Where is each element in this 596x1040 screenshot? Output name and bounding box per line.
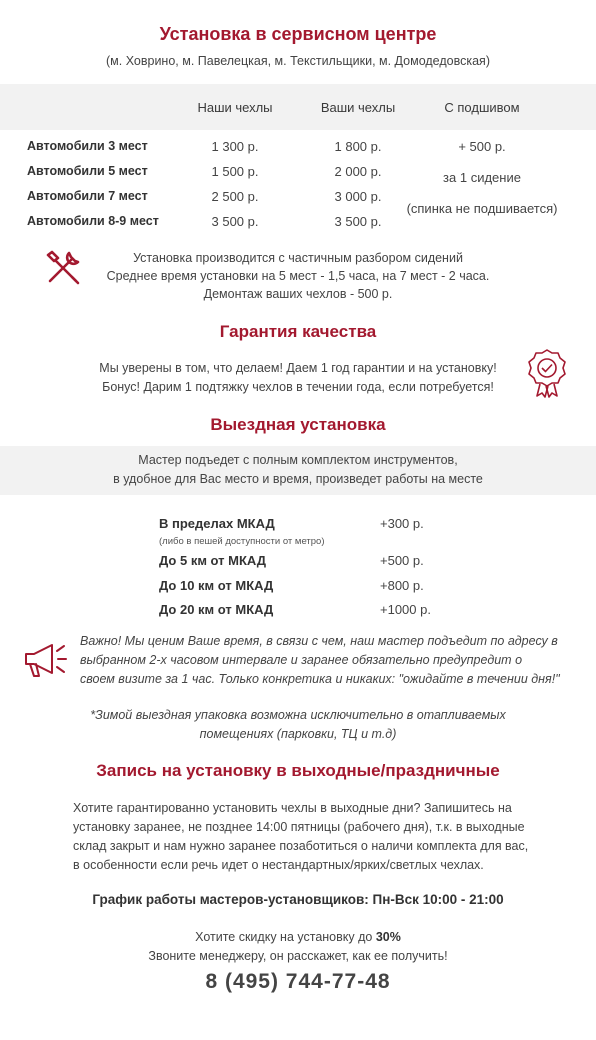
column-header-our-covers: Наши чехлы <box>197 100 273 115</box>
price-yours-8-9-seats: 3 500 р. <box>334 214 382 229</box>
zone-note-metro: (либо в пешей доступности от метро) <box>159 536 325 547</box>
section-title-weekend-booking: Запись на установку в выходные/праздничные <box>96 761 500 780</box>
price-yours-3-seats: 1 800 р. <box>334 139 382 154</box>
discount-value: 30% <box>375 930 401 944</box>
weekend-line-2: установку заранее, не позднее 14:00 пятницы (рабочего дня), т.к. в выходные <box>73 820 525 834</box>
zone-label-inside-mkad: В пределах МКАД <box>159 516 275 531</box>
section-title-service-center: Установка в сервисном центре <box>159 24 437 44</box>
metro-stations-subtitle: (м. Ховрино, м. Павелецкая, м. Текстильщики, м. Домодедовская) <box>106 54 490 68</box>
price-ours-5-seats: 1 500 р. <box>211 164 259 179</box>
onsite-band-line-2: в удобное для Вас место и время, произведет работы на месте <box>113 472 483 486</box>
discount-line-2: Звоните менеджеру, он расскажет, как ее получить! <box>148 949 448 963</box>
section-title-quality-guarantee: Гарантия качества <box>219 322 377 341</box>
important-line-2: выбранном 2-х часовом интервале и заранее обязательно предупредит о <box>80 653 523 667</box>
phone-number[interactable]: 8 (495) 744-77-48 <box>205 970 391 993</box>
winter-line-2: помещениях (парковки, ТЦ и т.д) <box>199 727 397 741</box>
zone-price-5km: +500 р. <box>380 553 424 568</box>
discount-text: Хотите скидку на установку до <box>195 930 376 944</box>
zone-price-10km: +800 р. <box>380 578 424 593</box>
stitch-note: (спинка не подшивается) <box>406 201 558 216</box>
column-header-your-covers: Ваши чехлы <box>320 100 396 115</box>
weekend-line-1: Хотите гарантированно установить чехлы в выходные дни? Запишитесь на <box>73 801 512 815</box>
winter-line-1: *Зимой выездная упаковка возможна исключительно в отапливаемых <box>90 708 506 722</box>
installation-note-average-time: Среднее время установки на 5 мест - 1,5 часа, на 7 мест - 2 часа. <box>106 269 490 283</box>
row-label-3-seats: Автомобили 3 мест <box>27 139 148 153</box>
price-yours-7-seats: 3 000 р. <box>334 189 382 204</box>
installation-note-removal-price: Демонтаж ваших чехлов - 500 р. <box>203 287 393 301</box>
weekend-line-4: в особенности если речь идет о нестандартных/ярких/светлых чехлах. <box>73 858 484 872</box>
quality-badge-icon <box>527 348 567 398</box>
important-notice <box>80 632 580 689</box>
stitch-price: + 500 р. <box>458 139 506 154</box>
section-title-onsite-installation: Выездная установка <box>210 415 386 434</box>
installation-notes <box>0 249 596 303</box>
row-label-8-9-seats: Автомобили 8-9 мест <box>27 214 159 228</box>
zone-price-inside-mkad: +300 р. <box>380 516 424 531</box>
price-yours-5-seats: 2 000 р. <box>334 164 382 179</box>
stitch-per-seat: за 1 сидение <box>443 170 521 185</box>
column-header-with-stitching: С подшивом <box>444 100 520 115</box>
zone-label-10km: До 10 км от МКАД <box>159 578 274 593</box>
zone-price-20km: +1000 р. <box>380 602 431 617</box>
installation-note-partial-disassembly: Установка производится с частичным разбором сидений <box>133 251 463 265</box>
guarantee-text <box>60 359 536 397</box>
discount-line-1 <box>0 928 596 947</box>
guarantee-line-2: Бонус! Дарим 1 подтяжку чехлов в течении года, если потребуется! <box>102 380 494 394</box>
work-schedule: График работы мастеров-установщиков: Пн-Вск 10:00 - 21:00 <box>92 892 504 907</box>
winter-notice <box>0 706 596 744</box>
row-label-7-seats: Автомобили 7 мест <box>27 189 148 203</box>
zone-label-5km: До 5 км от МКАД <box>159 553 267 568</box>
price-ours-3-seats: 1 300 р. <box>211 139 259 154</box>
guarantee-line-1: Мы уверены в том, что делаем! Даем 1 год гарантии и на установку! <box>99 361 497 375</box>
megaphone-icon <box>22 640 70 682</box>
onsite-band-text <box>0 451 596 489</box>
zone-label-20km: До 20 км от МКАД <box>159 602 274 617</box>
discount-block <box>0 928 596 966</box>
weekend-line-3: склад закрыт и нам нужно заранее позаботиться о наличи комплекта для вас, <box>73 839 529 853</box>
row-label-5-seats: Автомобили 5 мест <box>27 164 148 178</box>
onsite-band-line-1: Мастер подъедет с полным комплектом инструментов, <box>138 453 458 467</box>
weekend-booking-text <box>73 799 573 875</box>
price-ours-7-seats: 2 500 р. <box>211 189 259 204</box>
important-line-3: своем визите за 1 час. Только конкретика и никаких: "ожидайте в течении дня!" <box>80 672 560 686</box>
price-ours-8-9-seats: 3 500 р. <box>211 214 259 229</box>
important-line-1: Важно! Мы ценим Ваше время, в связи с чем, наш мастер подъедит по адресу в <box>80 634 558 648</box>
